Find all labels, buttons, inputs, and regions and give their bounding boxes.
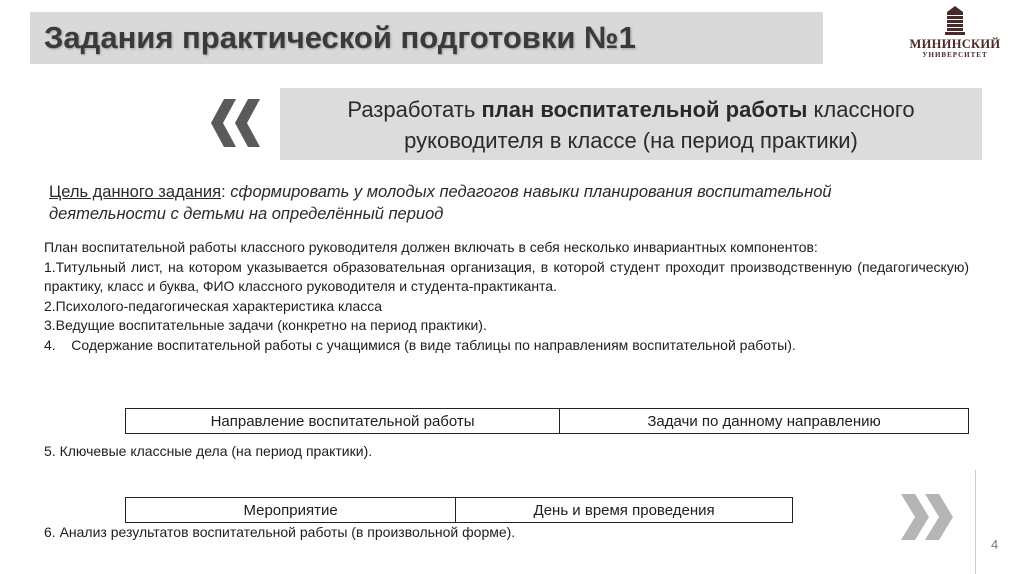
quote-chevrons-icon bbox=[210, 97, 268, 149]
intro-paragraph: План воспитательной работы классного руководителя должен включать в себя несколько инвариантных компонентов: bbox=[44, 239, 818, 255]
goal-separator: : bbox=[221, 183, 231, 201]
table-row bbox=[126, 409, 969, 434]
next-chevrons-icon[interactable] bbox=[898, 492, 958, 542]
list-item-2: 2.Психолого-педагогическая характеристика класса bbox=[44, 297, 383, 314]
list-item-4: 4. Содержание воспитательной работы с учащимися (в виде таблицы по направлениям воспитательной работы). bbox=[44, 336, 796, 353]
goal-text: сформировать у молодых педагогов навыки планирования воспитательной деятельности с детьми на определённый период bbox=[49, 183, 832, 223]
list-item-5: 5. Ключевые классные дела (на период практики). bbox=[44, 443, 373, 459]
table-header-cell: День и время проведения bbox=[456, 498, 793, 523]
table-row bbox=[126, 498, 793, 523]
task-suffix: классного руководителя в классе (на период практики) bbox=[404, 97, 915, 153]
divider bbox=[975, 470, 976, 574]
task-bold: план воспитательной работы bbox=[481, 97, 808, 122]
plan-components bbox=[44, 238, 969, 355]
goal-label: Цель данного задания bbox=[49, 183, 222, 201]
directions-table bbox=[125, 408, 969, 434]
task-prefix: Разработать bbox=[347, 97, 482, 122]
table-header-cell: Направление воспитательной работы bbox=[126, 409, 560, 434]
list-item-1: 1.Титульный лист, на котором указывается образовательная организация, в которой студент проходит производственную (педагогическую) практику, класс и буква, ФИО классного руководителя и студента-практиканта. bbox=[44, 258, 969, 294]
table-header-cell: Мероприятие bbox=[126, 498, 456, 523]
page-number: 4 bbox=[991, 537, 999, 552]
logo-name: МИНИНСКИЙ bbox=[909, 37, 1001, 51]
table-header-cell: Задачи по данному направлению bbox=[560, 409, 969, 434]
logo-subtitle: УНИВЕРСИТЕТ bbox=[922, 51, 988, 59]
list-item-3: 3.Ведущие воспитательные задачи (конкретно на период практики). bbox=[44, 317, 487, 333]
events-table bbox=[125, 497, 793, 523]
list-item-6: 6. Анализ результатов воспитательной работы (в произвольной форме). bbox=[44, 524, 516, 540]
task-goal bbox=[49, 181, 889, 225]
task-statement bbox=[290, 94, 972, 156]
slide-title: Задания практической подготовки №1 bbox=[44, 20, 636, 55]
